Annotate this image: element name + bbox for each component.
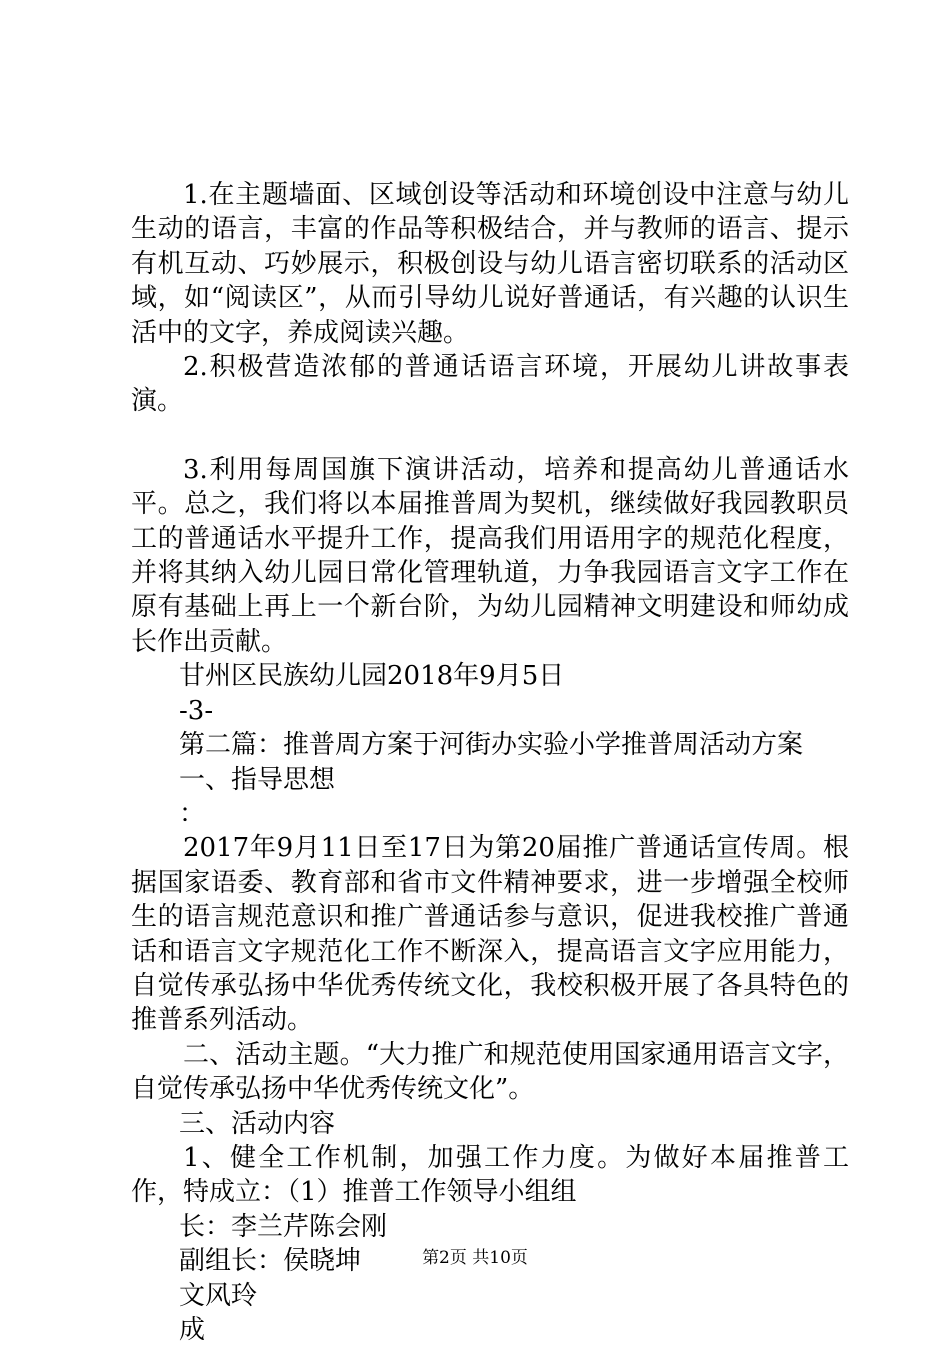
blank-line: [131, 419, 849, 453]
name-line: 文风玲: [179, 1280, 258, 1311]
signature-line: 甘州区民族幼儿园2018年9月5日: [179, 661, 565, 692]
section-title: 第二篇：推普周方案于河街办实验小学推普周活动方案: [179, 730, 804, 761]
paragraph-6: 1、健全工作机制，加强工作力度。为做好本届推普工作，特成立：（1）推普工作领导小组组: [131, 1142, 849, 1208]
heading-guiding-ideology: 一、指导思想: [179, 764, 336, 795]
page-footer: 第2页 共10页: [422, 1248, 528, 1268]
paragraph-5: 二、活动主题。“大力推广和规范使用国家通用语言文字，自觉传承弘扬中华优秀传统文化”。: [131, 1039, 849, 1105]
document-body: [131, 178, 849, 1347]
leader-line: 长：李兰芹陈会刚: [179, 1211, 388, 1242]
paragraph-4: 2017年9月11日至17日为第20届推广普通话宣传周。根据国家语委、教育部和省市文件精神要求，进一步增强全校师生的语言规范意识和推广普通话参与意识，促进我校推广普通话和语言文字规范化工作不断深入，提高语言文字应用能力，自觉传承弘扬中华优秀传统文化，我校积极开展了各具特色的推普系列活动。: [131, 833, 849, 1036]
paragraph-1: 1.在主题墙面、区域创设等活动和环境创设中注意与幼儿生动的语言，丰富的作品等积极结合，并与教师的语言、提示有机互动、巧妙展示，积极创设与幼儿语言密切联系的活动区域，如“阅读区”，从而引导幼儿说好普通话，有兴趣的认识生活中的文字，养成阅读兴趣。: [131, 180, 849, 348]
paragraph-3: 3.利用每周国旗下演讲活动，培养和提高幼儿普通话水平。总之，我们将以本届推普周为契机，继续做好我园教职员工的普通话水平提升工作，提高我们用语用字的规范化程度，并将其纳入幼儿园日常化管理轨道，力争我园语言文字工作在原有基础上再上一个新台阶，为幼儿园精神文明建设和师幼成长作出贡献。: [131, 454, 849, 657]
member-line: 成: [179, 1315, 206, 1345]
vice-leader-line: 副组长：侯晓坤: [179, 1246, 362, 1277]
page-mark: -3-: [179, 695, 214, 726]
paragraph-2: 2.积极营造浓郁的普通话语言环境，开展幼儿讲故事表演。: [131, 352, 849, 417]
heading-activity-content: 三、活动内容: [179, 1108, 336, 1139]
colon-line: ：: [179, 798, 206, 829]
